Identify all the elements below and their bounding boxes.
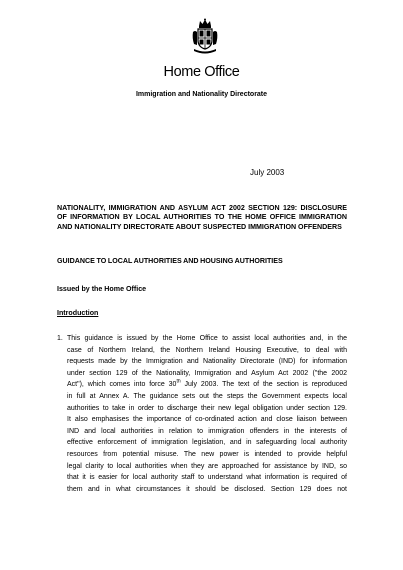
paragraph-line: case of Northern Ireland, the Northern Ireland Housing Executive, to deal with <box>67 346 347 354</box>
line-part: July 2003. The text of the section is reproduced <box>180 381 347 389</box>
paragraph-line: in full at Annex A. The guidance sets out the steps the Government expects local <box>67 392 347 400</box>
paragraph-line: resources from potential misuse. The new power is intended to provide helpful <box>67 450 347 458</box>
organisation-name: Home Office <box>163 64 240 80</box>
section-heading-introduction: Introduction <box>57 309 99 317</box>
paragraph-line: legal clarity to local authorities when they are approached for assistance by IND, so <box>67 462 347 470</box>
royal-crest-icon <box>191 18 219 54</box>
paragraph-line: IND and local authorities in relation to immigration offenders in the interests of <box>67 427 347 435</box>
line-part: Act"), which comes into force 30 <box>67 381 177 389</box>
paragraph-body <box>67 333 347 495</box>
document-title: NATIONALITY, IMMIGRATION AND ASYLUM ACT 2002 SECTION 129: DISCLOSURE OF INFORMATION BY LOCAL AUTHORITIES TO THE HOME OFFICE IMMIGRATION AND NATIONALITY DIRECTORATE ABOUT SUSPECTED IMMIGRATION OFFENDERS <box>57 204 347 231</box>
paragraph-line: requests made by the Immigration and Nationality Directorate (IND) for information <box>67 358 347 366</box>
superscript-ordinal: th <box>176 379 181 386</box>
paragraph-line: It also emphasises the importance of co-ordinated action and close liaison between <box>67 416 347 424</box>
paragraph-line: under section 129 of the Nationality, Immigration and Asylum Act 2002 ("the 2002 <box>67 369 347 377</box>
paragraph-line: authorities to take in order to discharge their new legal obligation under section 129. <box>67 404 347 412</box>
paragraph-line <box>67 379 347 391</box>
paragraph-1 <box>57 333 347 495</box>
paragraph-line: them and in what circumstances it should be disclosed. Section 129 does not <box>67 485 347 493</box>
directorate-name: Immigration and Nationality Directorate <box>135 91 268 98</box>
document-date: July 2003 <box>250 168 285 177</box>
paragraph-number: 1. <box>57 335 63 342</box>
paragraph-line: that it is easier for local authority staff to understand what information is required of <box>67 474 347 482</box>
document-subtitle: GUIDANCE TO LOCAL AUTHORITIES AND HOUSING AUTHORITIES <box>57 257 283 265</box>
paragraph-line: effective enforcement of immigration legislation, and in safeguarding local authority <box>67 439 347 447</box>
issued-by: Issued by the Home Office <box>57 285 147 293</box>
paragraph-line: This guidance is issued by the Home Office to assist local authorities and, in the <box>67 335 347 342</box>
